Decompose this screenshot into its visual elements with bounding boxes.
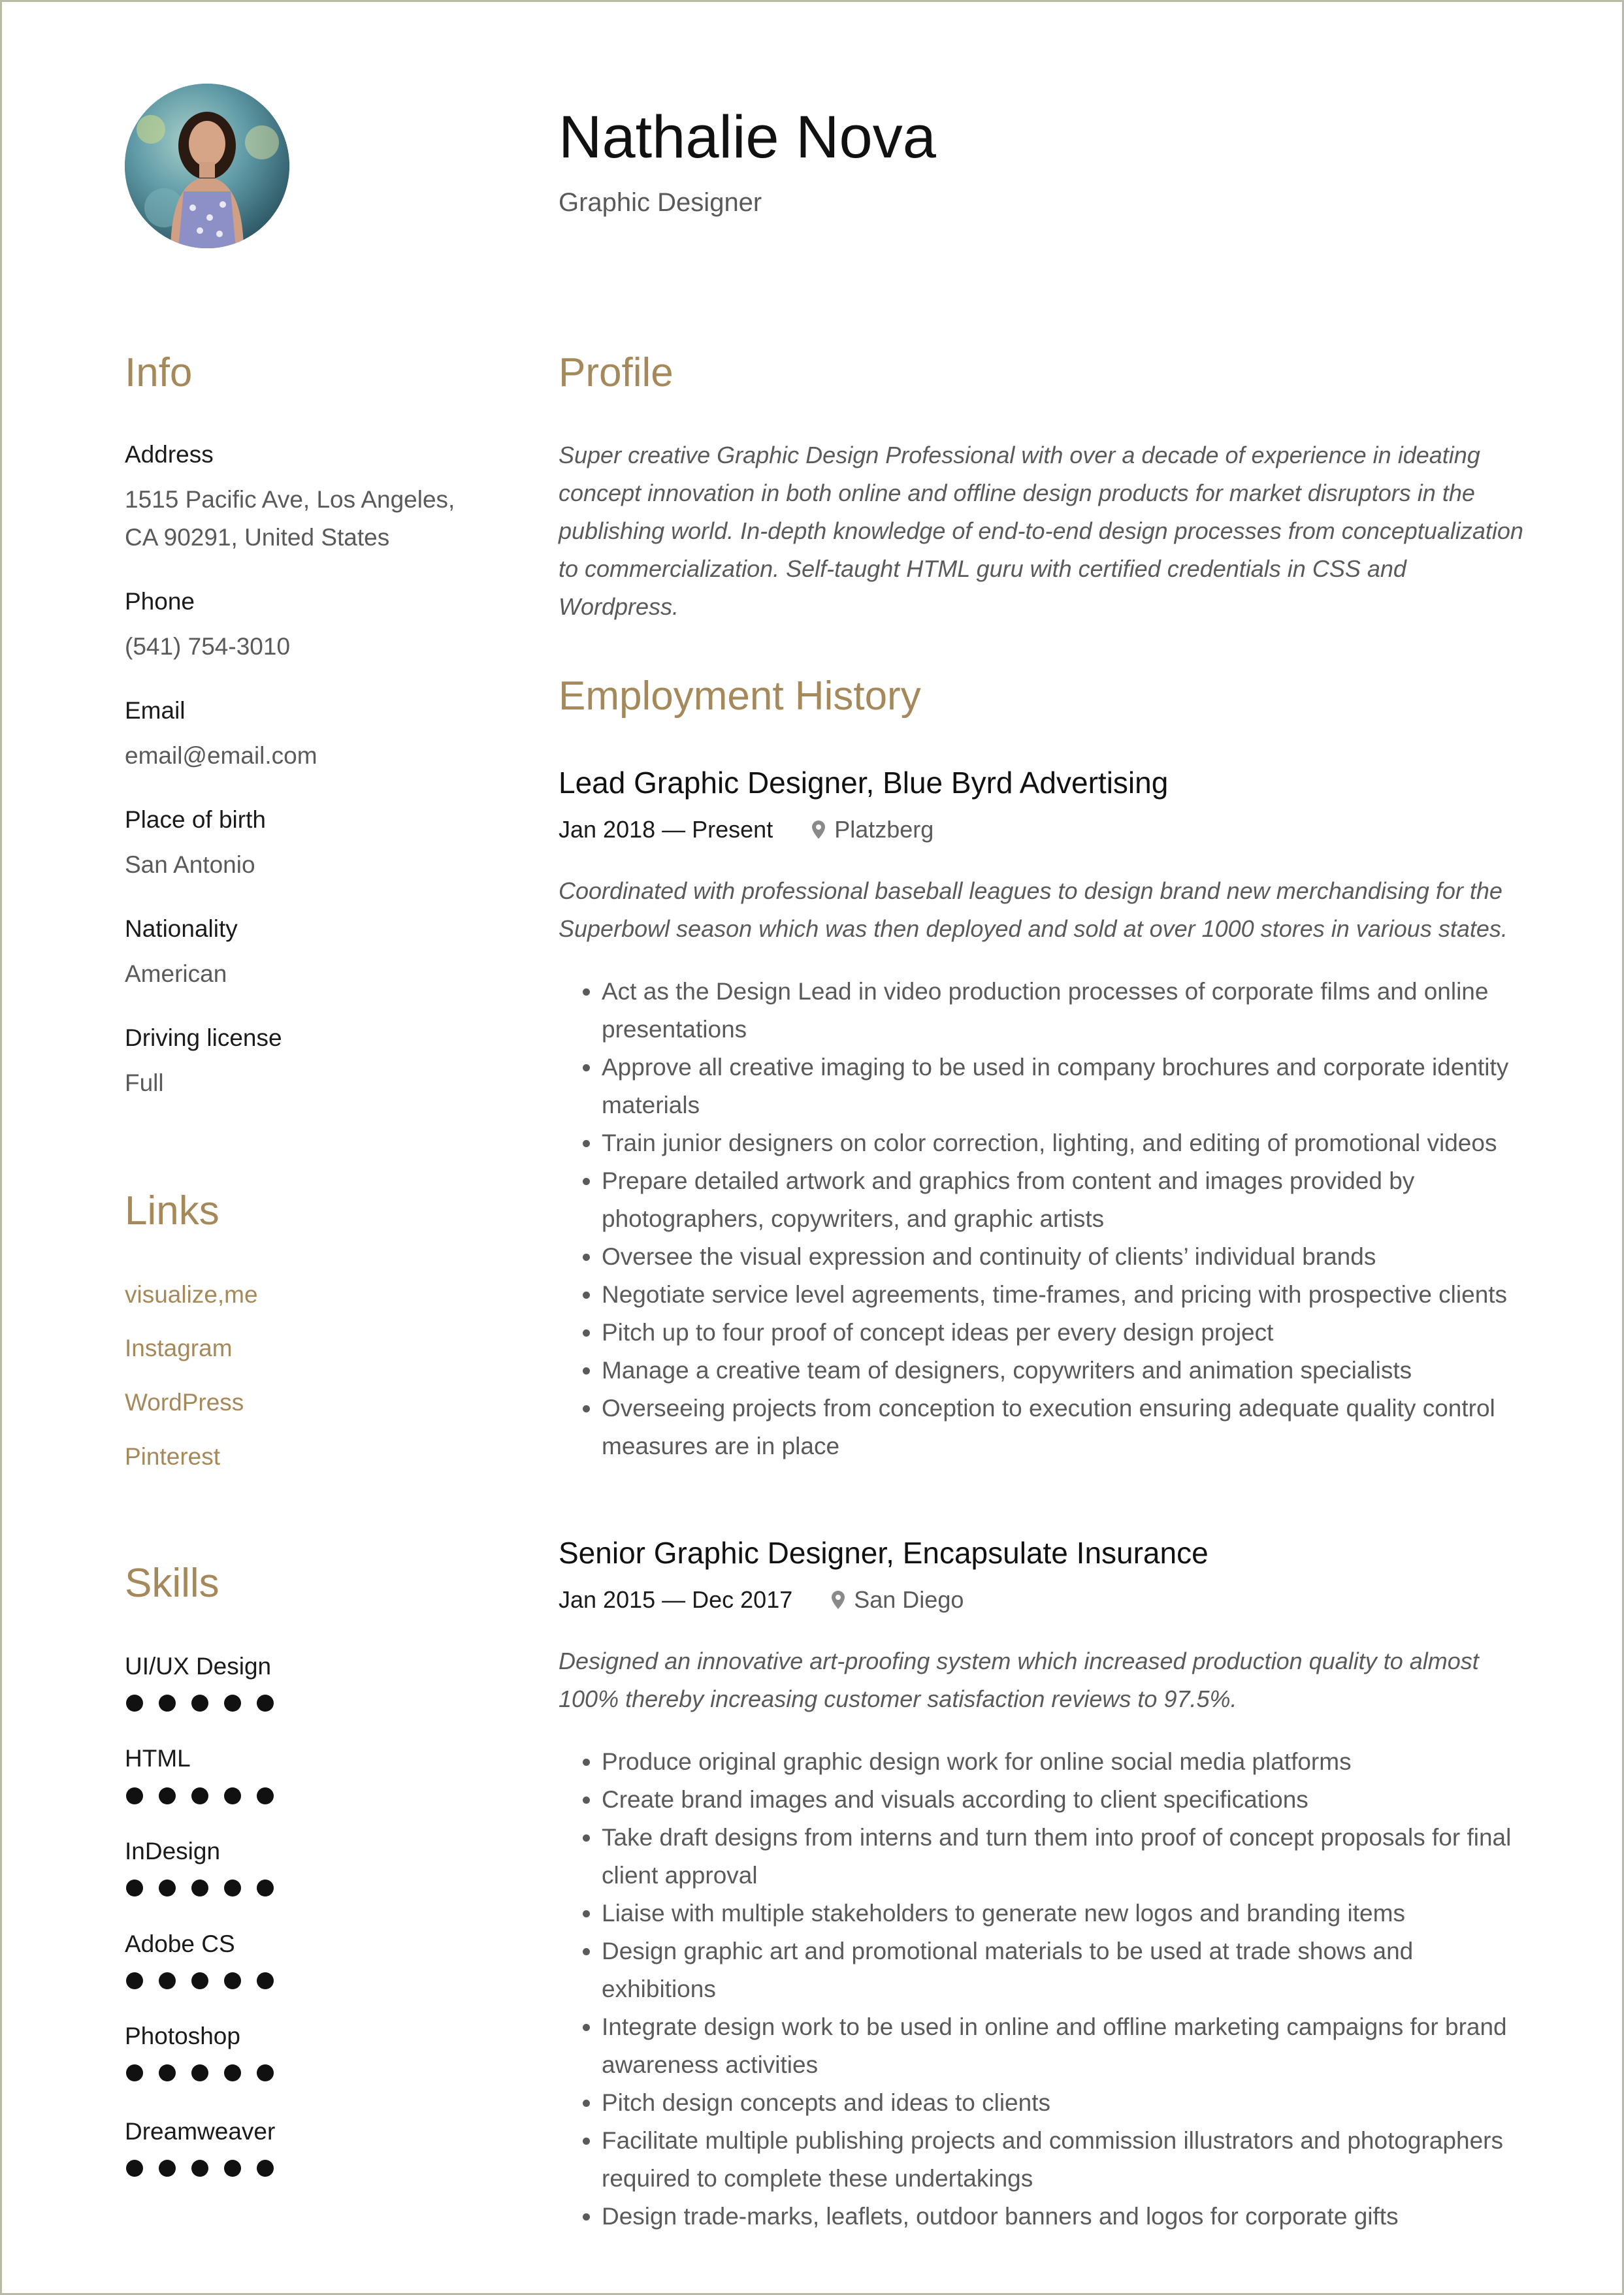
portrait-photo: [125, 84, 289, 248]
rating-dot: [224, 1787, 241, 1804]
rating-dot: [191, 1787, 208, 1804]
rating-dot: [191, 2160, 208, 2177]
skill-rating: [126, 1972, 274, 1989]
skill-rating: [126, 1787, 274, 1804]
skill-name: UI/UX Design: [125, 1653, 272, 1680]
license-value: Full: [125, 1069, 164, 1096]
address-line-1: 1515 Pacific Ave, Los Angeles,: [125, 486, 455, 513]
job-bullets: [559, 1743, 1525, 2236]
skills-heading: Skills: [125, 1561, 219, 1606]
rating-dot: [191, 1880, 208, 1896]
rating-dot: [191, 1695, 208, 1712]
skill-name: HTML: [125, 1745, 191, 1772]
rating-dot: [224, 2064, 241, 2081]
rating-dot: [257, 1972, 274, 1989]
bullet-item: • Pitch up to four proof of concept ideas per every design project: [602, 1314, 1525, 1352]
bullet-list: [559, 1743, 1525, 2236]
rating-dot: [257, 1695, 274, 1712]
skill-name: InDesign: [125, 1838, 221, 1864]
rating-dot: [257, 2160, 274, 2177]
link-wordpress[interactable]: WordPress: [125, 1389, 244, 1416]
bullet-item: • Act as the Design Lead in video production processes of corporate films and online presentations: [602, 973, 1525, 1049]
skill-name: Dreamweaver: [125, 2118, 276, 2145]
bullet-item: • Train junior designers on color correction, lighting, and editing of promotional videos: [602, 1124, 1525, 1162]
job-title: Lead Graphic Designer, Blue Byrd Advertising: [559, 766, 1169, 800]
bullet-list: [559, 973, 1525, 1465]
job-location: [832, 1586, 964, 1614]
job-location: [812, 816, 934, 843]
rating-dot: [224, 1972, 241, 1989]
bullet-item: • Create brand images and visuals according to client specifications: [602, 1781, 1525, 1819]
rating-dot: [257, 2064, 274, 2081]
rating-dot: [126, 1695, 143, 1712]
profile-heading: Profile: [559, 350, 674, 395]
license-label: Driving license: [125, 1024, 282, 1051]
info-heading: Info: [125, 350, 193, 395]
rating-dot: [126, 1880, 143, 1896]
location-pin-icon: [832, 1591, 845, 1609]
rating-dot: [159, 1972, 176, 1989]
skill-rating: [126, 1695, 274, 1712]
birthplace-label: Place of birth: [125, 806, 266, 833]
skill-rating: [126, 2064, 274, 2081]
job-bullets: [559, 973, 1525, 1465]
bullet-item: • Design graphic art and promotional materials to be used at trade shows and exhibitions: [602, 1932, 1525, 2008]
rating-dot: [126, 2064, 143, 2081]
birthplace-value: San Antonio: [125, 851, 255, 878]
bullet-item: • Facilitate multiple publishing projects and commission illustrators and photographers required to complete these undertakings: [602, 2122, 1525, 2198]
rating-dot: [159, 1695, 176, 1712]
candidate-name: Nathalie Nova: [559, 104, 936, 171]
links-heading: Links: [125, 1188, 219, 1233]
rating-dot: [224, 1880, 241, 1896]
skill-name: Photoshop: [125, 2023, 240, 2049]
job-description: Designed an innovative art-proofing system which increased production quality to almost 100% thereby increasing customer satisfaction reviews to 97.5%.: [559, 1648, 1479, 1712]
nationality-value: American: [125, 960, 227, 987]
bullet-item: • Approve all creative imaging to be used in company brochures and corporate identity materials: [602, 1049, 1525, 1124]
address-label: Address: [125, 441, 214, 468]
link-pinterest[interactable]: Pinterest: [125, 1443, 221, 1470]
address-line-2: CA 90291, United States: [125, 524, 390, 551]
candidate-title: Graphic Designer: [559, 188, 762, 217]
rating-dot: [224, 1695, 241, 1712]
rating-dot: [159, 1787, 176, 1804]
job-dates: Jan 2015 — Dec 2017: [559, 1586, 793, 1613]
rating-dot: [159, 2160, 176, 2177]
job-dates: Jan 2018 — Present: [559, 816, 773, 843]
bullet-item: • Oversee the visual expression and continuity of clients’ individual brands: [602, 1238, 1525, 1276]
bullet-item: • Negotiate service level agreements, time-frames, and pricing with prospective clients: [602, 1276, 1525, 1314]
location-pin-icon: [812, 821, 825, 839]
bullet-item: • Integrate design work to be used in online and offline marketing campaigns for brand awareness activities: [602, 2008, 1525, 2084]
job-title: Senior Graphic Designer, Encapsulate Insurance: [559, 1536, 1209, 1570]
nationality-label: Nationality: [125, 915, 238, 942]
avatar: [125, 84, 289, 248]
rating-dot: [159, 1880, 176, 1896]
email-value: email@email.com: [125, 742, 317, 769]
bullet-item: • Take draft designs from interns and turn them into proof of concept proposals for final client approval: [602, 1819, 1525, 1895]
link-visualize[interactable]: visualize,me: [125, 1281, 258, 1308]
rating-dot: [126, 2160, 143, 2177]
rating-dot: [191, 2064, 208, 2081]
bullet-item: • Overseeing projects from conception to execution ensuring adequate quality control measures are in place: [602, 1390, 1525, 1465]
bullet-item: • Produce original graphic design work for online social media platforms: [602, 1743, 1525, 1781]
bullet-item: • Design trade-marks, leaflets, outdoor banners and logos for corporate gifts: [602, 2198, 1525, 2236]
rating-dot: [224, 2160, 241, 2177]
rating-dot: [126, 1787, 143, 1804]
bullet-item: • Prepare detailed artwork and graphics from content and images provided by photographers, copywriters, and graphic artists: [602, 1162, 1525, 1238]
skill-rating: [126, 2160, 274, 2177]
employment-heading: Employment History: [559, 674, 921, 719]
rating-dot: [159, 2064, 176, 2081]
skill-rating: [126, 1880, 274, 1896]
link-instagram[interactable]: Instagram: [125, 1335, 233, 1361]
skill-name: Adobe CS: [125, 1930, 235, 1957]
rating-dot: [191, 1972, 208, 1989]
bullet-item: • Manage a creative team of designers, copywriters and animation specialists: [602, 1352, 1525, 1390]
job-meta: [559, 1586, 964, 1614]
profile-text: Super creative Graphic Design Professional with over a decade of experience in ideating concept innovation in both online and offline design products for market disruptors in the publishing world. In-depth knowledge of end-to-end design processes from conceptualization to commercialization. Self-taught HTML guru with certified credentials in CSS and Wordpress.: [559, 442, 1523, 620]
bullet-item: • Pitch design concepts and ideas to clients: [602, 2084, 1525, 2122]
rating-dot: [126, 1972, 143, 1989]
job-description: Coordinated with professional baseball leagues to design brand new merchandising for the Superbowl season which was then deployed and sold at over 1000 stores in various states.: [559, 877, 1508, 942]
phone-label: Phone: [125, 588, 195, 615]
rating-dot: [257, 1787, 274, 1804]
email-label: Email: [125, 697, 186, 724]
job-location-text: San Diego: [854, 1586, 964, 1613]
rating-dot: [257, 1880, 274, 1896]
bullet-item: • Liaise with multiple stakeholders to generate new logos and branding items: [602, 1895, 1525, 1932]
phone-value: (541) 754-3010: [125, 633, 291, 660]
job-meta: [559, 816, 934, 843]
job-location-text: Platzberg: [834, 816, 934, 843]
